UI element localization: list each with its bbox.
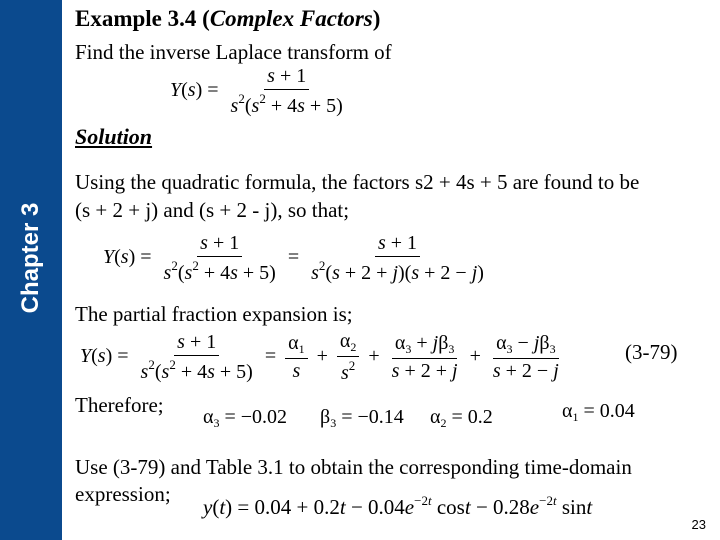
therefore-text: Therefore; bbox=[75, 393, 164, 417]
equation-2: Y(s) = $\frac{s + 1}{s^2(s^2 + 4s + 5)}$ = $\frac{s + 1}{s^2(s + 2 + j)(s + 2 - j)}$ bbox=[103, 232, 484, 284]
coef-alpha3: $\alpha_3 = -0.02$ bbox=[203, 406, 288, 430]
page-number: 23 bbox=[691, 517, 706, 532]
partial-fraction-text: The partial fraction expansion is; bbox=[75, 302, 353, 326]
title-suffix: ) bbox=[372, 6, 381, 31]
coef-alpha1: $\alpha_1 = 0.04$ bbox=[562, 400, 635, 424]
slide-title bbox=[75, 6, 380, 32]
equation-number: (3-79) bbox=[625, 340, 678, 364]
equation-1: Y(s) = $\frac{s + 1}{s^2(s^2 + 4s + 5)}$ bbox=[170, 65, 343, 117]
intro-text: Find the inverse Laplace transform of bbox=[75, 40, 392, 64]
paragraph-line-2: (s + 2 + j) and (s + 2 - j), so that; bbox=[75, 198, 350, 222]
title-italic: Complex Factors bbox=[209, 6, 373, 31]
title-prefix: Example 3.4 ( bbox=[75, 6, 210, 31]
chapter-label: Chapter 3 bbox=[17, 202, 44, 314]
result-equation: $y(t) = 0.04 + 0.2t - 0.04e^{-2t}$ $\cos t - 0.28e^{-2t}$ sint bbox=[203, 493, 593, 519]
paragraph-line-1: Using the quadratic formula, the factors s2 + 4s + 5 are found to be bbox=[75, 170, 640, 194]
chapter-sidebar bbox=[0, 0, 62, 540]
coef-alpha2: $\alpha_2 = 0.2$ bbox=[430, 406, 493, 430]
equation-3: Y(s) = $\frac{s + 1}{s^2(s^2 + 4s + 5)}$ = $\frac{\alpha_1}{s}$ + $\frac{\alpha_2}{s^2}$ + $\frac{\alpha_3 + j\beta_3}{s + 2 + j}$ + $\frac{\alpha_3 - j\beta_3}{s + 2 - j}$ bbox=[80, 330, 559, 384]
coef-beta3: $\beta_3 = -0.14$ bbox=[320, 406, 404, 430]
solution-heading: Solution bbox=[75, 124, 153, 149]
use-line-1: Use (3-79) and Table 3.1 to obtain the corresponding time-domain bbox=[75, 455, 632, 479]
use-line-2: expression; bbox=[75, 482, 171, 506]
